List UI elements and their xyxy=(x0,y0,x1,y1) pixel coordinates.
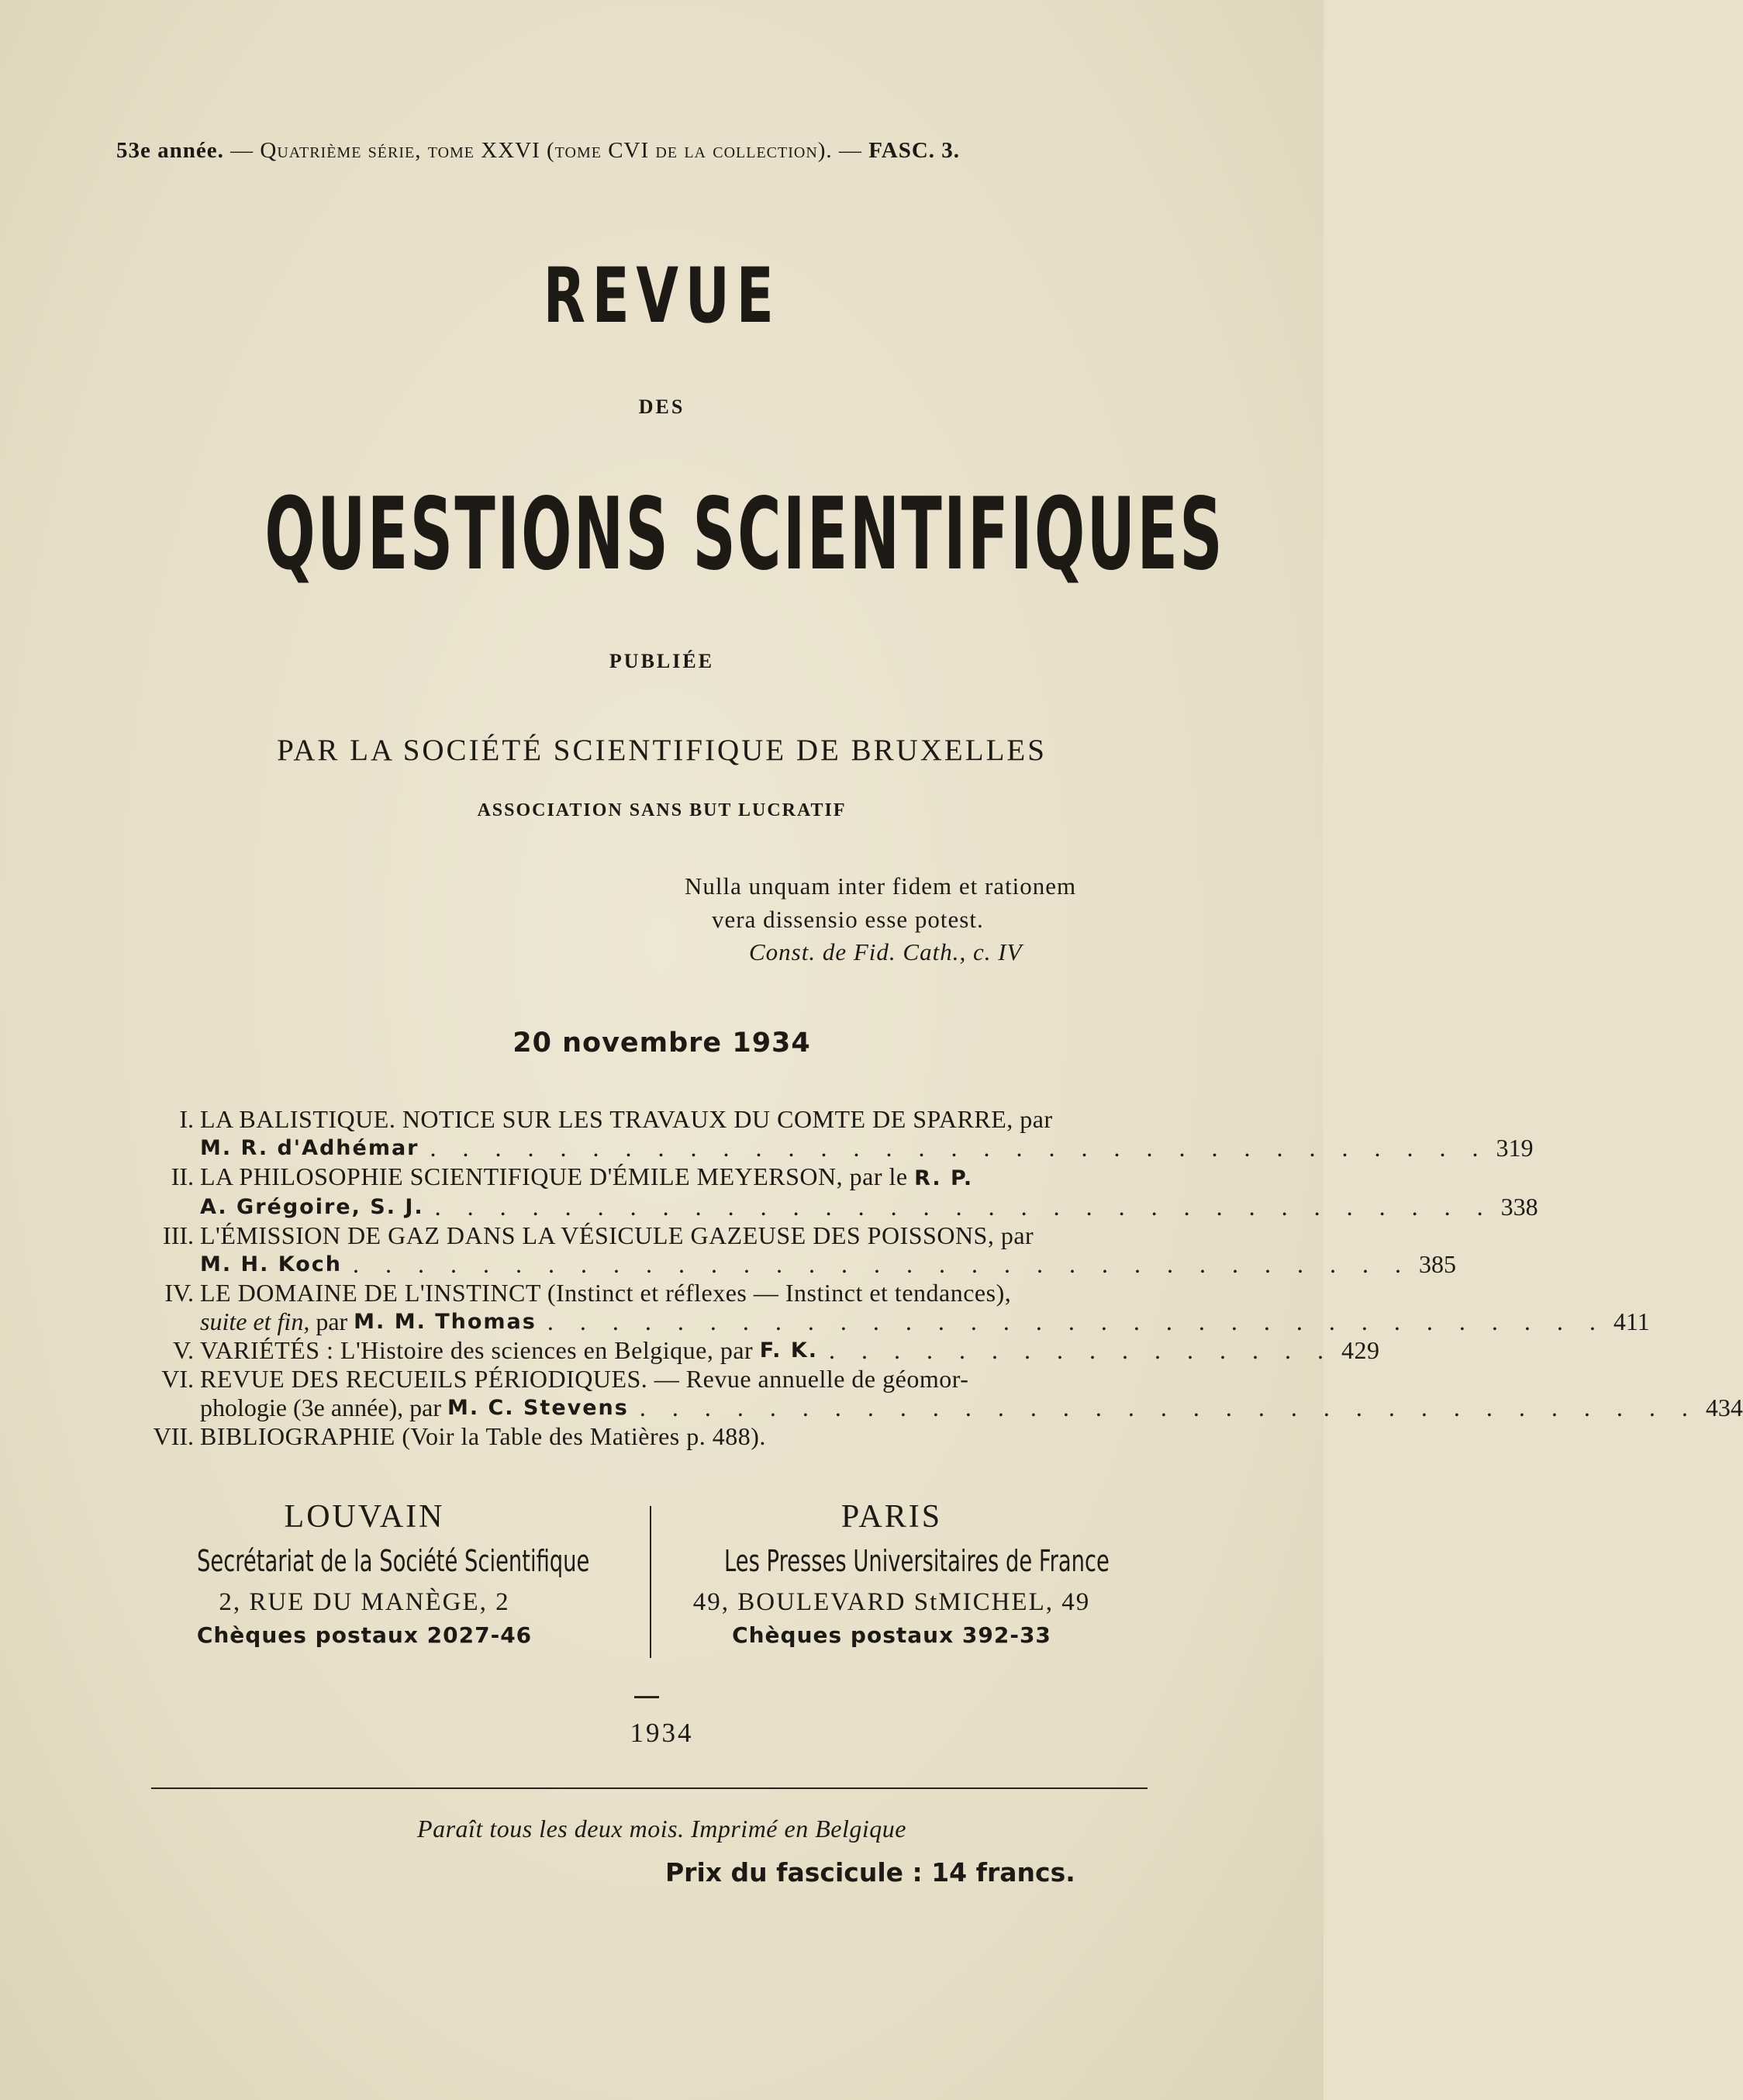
title-des: DES xyxy=(638,395,685,418)
leader-dots: . . . . . . . . . . . . . . . . . . . . . . . . . . . . . . . . . xyxy=(547,1307,1606,1335)
footer-rule xyxy=(151,1787,1148,1789)
toc-entry xyxy=(147,1422,1148,1451)
imprint-city: PARIS xyxy=(840,1499,943,1535)
issue-header xyxy=(116,138,1171,164)
imprint-publisher: Secrétariat de la Société Scientifique xyxy=(196,1544,590,1578)
toc-number: V. xyxy=(173,1336,194,1364)
toc-par: par xyxy=(316,1307,348,1335)
toc-page: 338 xyxy=(1500,1193,1538,1221)
toc-title: LA PHILOSOPHIE SCIENTIFIQUE D'ÉMILE MEYERSON, par le xyxy=(200,1162,908,1190)
toc-author: M. R. d'Adhémar xyxy=(200,1136,419,1160)
imprint-louvain xyxy=(132,1497,597,1652)
toc-author: F. K. xyxy=(759,1338,818,1363)
table-of-contents xyxy=(147,1105,1743,1451)
toc-number: VI. xyxy=(161,1365,194,1393)
motto-line-1: Nulla unquam inter fidem et rationem xyxy=(685,872,1077,900)
imprint-address: 2, RUE DU MANÈGE, 2 xyxy=(219,1588,510,1616)
toc-author: M. C. Stevens xyxy=(447,1396,629,1420)
imprint-publisher: Les Presses Universitaires de France xyxy=(724,1544,1110,1578)
toc-author: M. H. Koch xyxy=(200,1252,343,1276)
price-note: Prix du fascicule : 14 francs. xyxy=(665,1857,1075,1888)
toc-number: III. xyxy=(163,1221,194,1249)
toc-title: LE DOMAINE DE L'INSTINCT (Instinct et réflexes — Instinct et tendances), xyxy=(200,1279,1012,1307)
association-note: ASSOCIATION SANS BUT LUCRATIF xyxy=(477,800,847,820)
toc-entry xyxy=(147,1105,1534,1162)
leader-dots: . . . . . . . . . . . . . . . . . . . . . . . . . . . . . . . . . xyxy=(430,1134,1489,1162)
toc-entry xyxy=(147,1365,1743,1422)
issue-date: 20 novembre 1934 xyxy=(513,1028,811,1059)
imprint-cheques: Chèques postaux 392-33 xyxy=(732,1622,1051,1648)
toc-page: 319 xyxy=(1496,1134,1534,1162)
toc-author: M. M. Thomas xyxy=(354,1310,537,1334)
toc-page: 411 xyxy=(1613,1307,1650,1335)
year-dash xyxy=(634,1696,659,1698)
toc-title: VARIÉTÉS : L'Histoire des sciences en Belgique, par xyxy=(200,1336,754,1364)
toc-subtitle: suite et fin, xyxy=(200,1307,310,1335)
issue-fascicle: FASC. 3. xyxy=(868,138,961,163)
imprint-address: 49, BOULEVARD StMICHEL, 49 xyxy=(692,1588,1091,1616)
publisher-society: PAR LA SOCIÉTÉ SCIENTIFIQUE DE BRUXELLES xyxy=(277,734,1047,767)
frequency-note: Paraît tous les deux mois. Imprimé en Belgique xyxy=(417,1815,906,1843)
toc-title: L'ÉMISSION DE GAZ DANS LA VÉSICULE GAZEUSE DES POISSONS, par xyxy=(200,1221,1034,1249)
issue-series: — Quatrième série, tome XXVI (tome CVI de la collection). — xyxy=(230,138,862,163)
issue-year: 53e année. xyxy=(116,138,224,163)
title-publiee: PUBLIÉE xyxy=(609,650,715,672)
toc-entry xyxy=(147,1279,1650,1336)
toc-author: A. Grégoire, S. J. xyxy=(200,1195,424,1219)
toc-number: VII. xyxy=(153,1422,194,1450)
leader-dots: . . . . . . . . . . . . . . . . . . . . . . . . . . . . . . . . . xyxy=(434,1193,1493,1221)
toc-number: IV. xyxy=(164,1279,194,1307)
motto-source: Const. de Fid. Cath., c. IV xyxy=(749,938,1023,965)
toc-subtitle: phologie (3e année), par xyxy=(200,1394,441,1421)
toc-page: 385 xyxy=(1419,1250,1457,1278)
imprint-city: LOUVAIN xyxy=(284,1499,445,1535)
publication-year: 1934 xyxy=(630,1718,694,1748)
toc-title: REVUE DES RECUEILS PÉRIODIQUES. — Revue annuelle de géomor- xyxy=(200,1365,969,1393)
toc-entry xyxy=(147,1221,1457,1279)
imprint-divider xyxy=(650,1506,651,1658)
leader-dots: . . . . . . . . . . . . . . . . . . . . . . . . . . . . . . . . . xyxy=(639,1394,1698,1421)
title-revue: REVUE xyxy=(543,252,781,340)
imprint-cheques: Chèques postaux 2027-46 xyxy=(196,1622,533,1648)
leader-dots: . . . . . . . . . . . . . . . . . . . . . . . . . . . . . . . . . xyxy=(353,1250,1412,1278)
leader-dots: . . . . . . . . . . . . . . . . xyxy=(829,1336,1334,1364)
toc-entry xyxy=(147,1162,1538,1221)
toc-author-prefix: R. P. xyxy=(914,1166,974,1190)
toc-page: 429 xyxy=(1341,1336,1380,1364)
toc-title: LA BALISTIQUE. NOTICE SUR LES TRAVAUX DU COMTE DE SPARRE, par xyxy=(200,1105,1053,1133)
toc-entry xyxy=(147,1336,1380,1365)
toc-title: BIBLIOGRAPHIE (Voir la Table des Matières p. 488). xyxy=(200,1422,766,1450)
toc-number: I. xyxy=(179,1105,194,1133)
motto-line-2: vera dissensio esse potest. xyxy=(712,906,984,933)
toc-page: 434 xyxy=(1705,1394,1743,1421)
title-main: QUESTIONS SCIENTIFIQUES xyxy=(264,477,1225,592)
toc-number: II. xyxy=(171,1162,194,1190)
imprint-paris xyxy=(659,1497,1124,1652)
